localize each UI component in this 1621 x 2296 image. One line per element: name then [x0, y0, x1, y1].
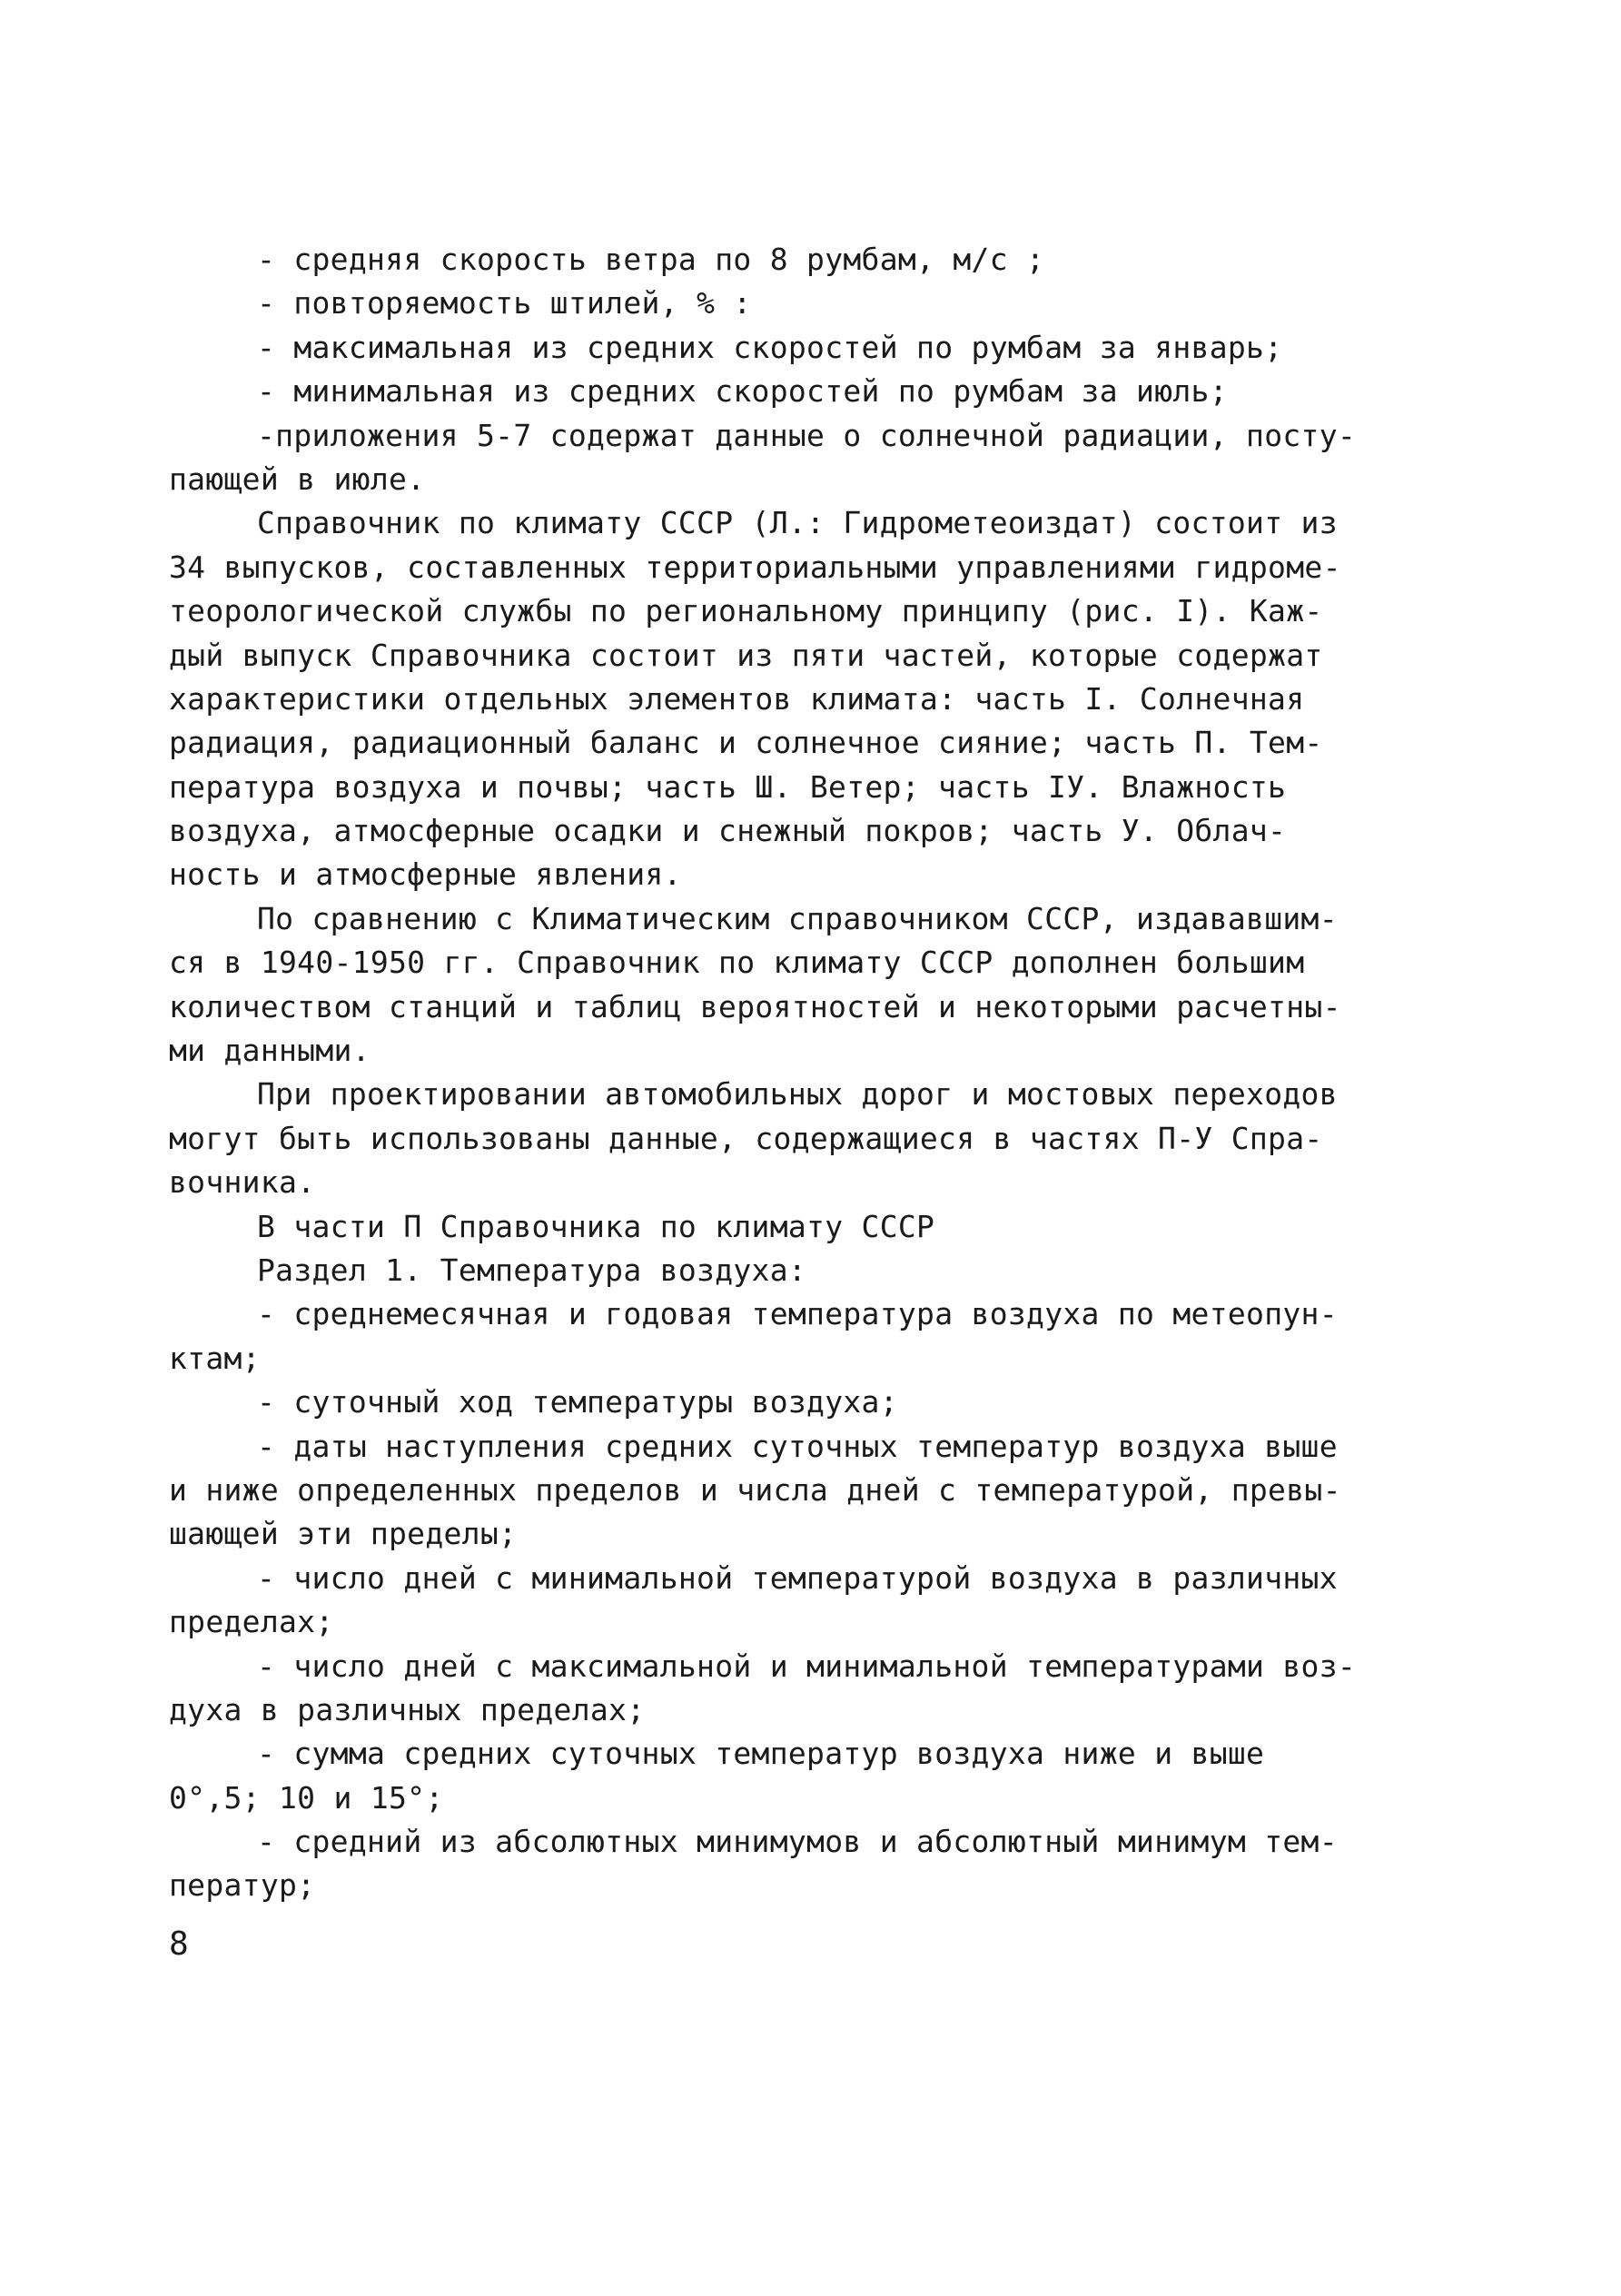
text-line: -приложения 5-7 содержат данные о солнечной радиации, посту-: [257, 417, 1357, 453]
text-line: 0°,5; 10 и 15°;: [169, 1779, 444, 1816]
text-line: пающей в июле.: [169, 460, 426, 497]
text-line: - максимальная из средних скоростей по румбам за январь;: [257, 329, 1283, 365]
page-number: 8: [169, 1925, 189, 1963]
text-line: - суточный ход температуры воздуха;: [257, 1384, 898, 1420]
text-line: ктам;: [169, 1340, 261, 1376]
text-line: и ниже определенных пределов и числа дней с температурой, превы-: [169, 1471, 1341, 1508]
text-line: радиация, радиационный баланс и солнечное сияние; часть П. Тем-: [169, 725, 1323, 761]
text-line: ператур;: [169, 1867, 316, 1904]
text-line: 34 выпусков, составленных территориальными управлениями гидроме-: [169, 549, 1341, 585]
text-line: - среднемесячная и годовая температура воздуха по метеопун-: [257, 1296, 1338, 1332]
text-line: ность и атмосферные явления.: [169, 856, 682, 893]
text-line: По сравнению с Климатическим справочником СССР, издававшим-: [257, 900, 1338, 936]
text-line: могут быть использованы данные, содержащиеся в частях П-У Спра-: [169, 1120, 1323, 1156]
text-line: - минимальная из средних скоростей по румбам за июль;: [257, 373, 1228, 410]
text-line: - средний из абсолютных минимумов и абсолютный минимум тем-: [257, 1824, 1338, 1860]
text-line: вочника.: [169, 1164, 316, 1201]
text-line: пределах;: [169, 1604, 334, 1640]
text-line: - сумма средних суточных температур воздуха ниже и выше: [257, 1736, 1265, 1772]
text-line: пература воздуха и почвы; часть Ш. Ветер; часть IУ. Влажность: [169, 768, 1287, 805]
text-line: - средняя скорость ветра по 8 румбам, м/с ;: [257, 242, 1045, 277]
text-line: В части П Справочника по климату СССР: [257, 1208, 935, 1244]
text-line: - повторяемость штилей, % :: [257, 285, 752, 322]
text-line: ми данными.: [169, 1033, 371, 1069]
body-text: [169, 238, 1359, 1908]
text-line: Раздел 1. Температура воздуха:: [257, 1252, 807, 1288]
text-line: - даты наступления средних суточных температур воздуха выше: [257, 1428, 1338, 1464]
text-line: дый выпуск Справочника состоит из пяти частей, которые содержат: [169, 637, 1323, 673]
text-line: воздуха, атмосферные осадки и снежный покров; часть У. Облач-: [169, 813, 1287, 849]
text-line: - число дней с максимальной и минимальной температурами воз-: [257, 1648, 1357, 1684]
text-line: шающей эти пределы;: [169, 1516, 518, 1552]
text-line: - число дней с минимальной температурой воздуха в различных: [257, 1559, 1338, 1596]
text-line: характеристики отдельных элементов климата: часть I. Солнечная: [169, 680, 1305, 717]
text-line: количеством станций и таблиц вероятностей и некоторыми расчетны-: [169, 988, 1341, 1024]
text-line: ся в 1940-1950 гг. Справочник по климату СССР дополнен большим: [169, 945, 1305, 981]
text-line: При проектировании автомобильных дорог и мостовых переходов: [257, 1076, 1338, 1113]
text-line: духа в различных пределах;: [169, 1691, 646, 1727]
text-line: теорологической службы по региональному принципу (рис. I). Каж-: [169, 593, 1323, 629]
text-line: Справочник по климату СССР (Л.: Гидрометеоиздат) состоит из: [257, 505, 1338, 541]
